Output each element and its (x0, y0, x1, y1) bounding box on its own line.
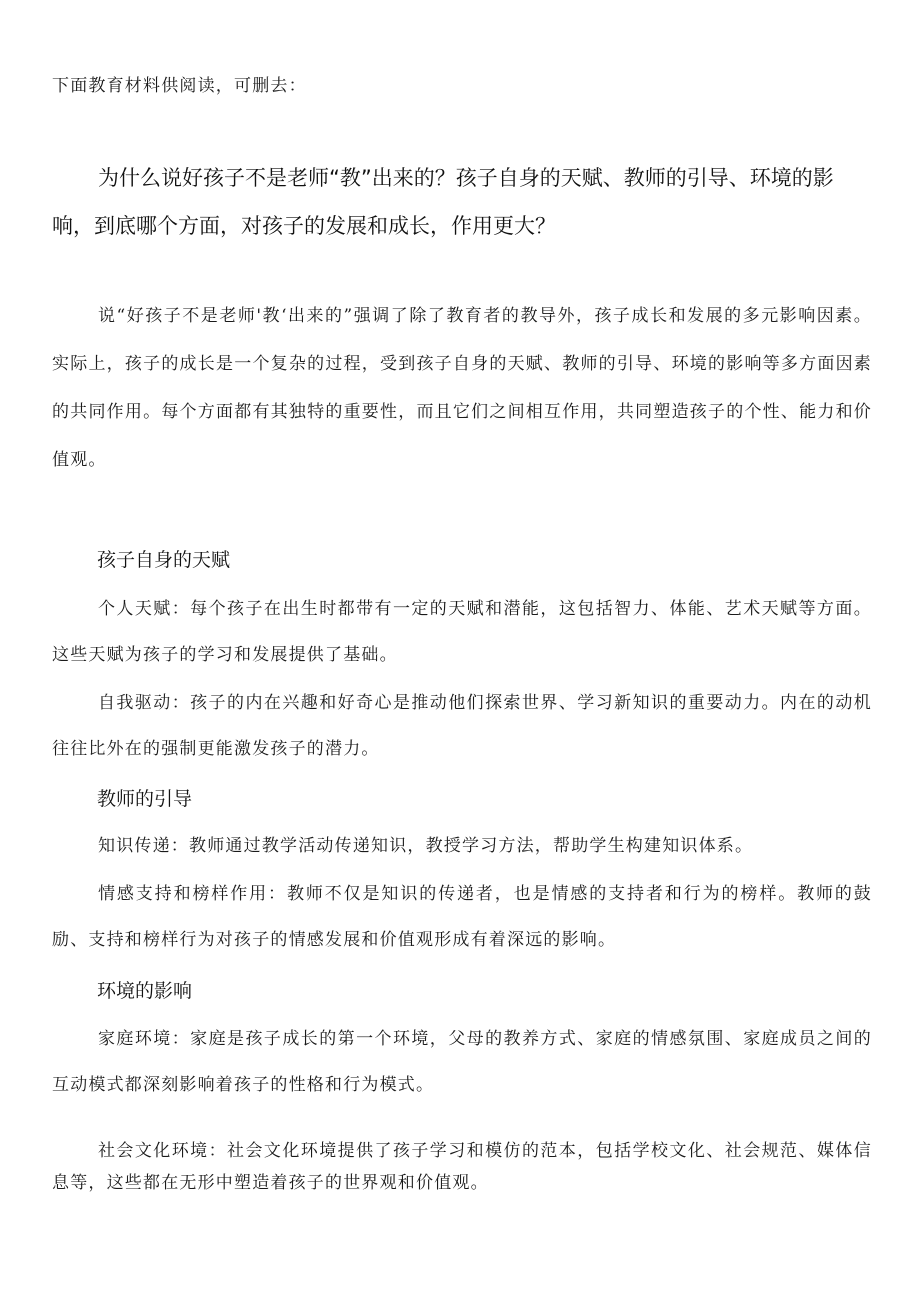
paragraph-knowledge-transfer: 知识传递：教师通过教学活动传递知识，教授学习方法，帮助学生构建知识体系。 (98, 836, 754, 856)
paragraph-social-culture: 社会文化环境：社会文化环境提供了孩子学习和模仿的范本，包括学校文化、社会规范、媒体信息等，这些都在无形中塑造着孩子的世界观和价值观。 (52, 1141, 872, 1193)
section-heading-talent: 孩子自身的天赋 (97, 549, 231, 571)
intro-paragraph: 说“好孩子不是老师'教‘出来的”强调了除了教育者的教导外，孩子成长和发展的多元影响因素。实际上，孩子的成长是一个复杂的过程，受到孩子自身的天赋、教师的引导、环境的影响等多方面因素的共同作用。每个方面都有其独特的重要性，而且它们之间相互作用，共同塑造孩子的个性、能力和价值观。 (52, 306, 872, 470)
section-heading-environment: 环境的影响 (97, 980, 193, 1002)
section-heading-teacher: 教师的引导 (97, 788, 193, 810)
paragraph-family-environment: 家庭环境：家庭是孩子成长的第一个环境，父母的教养方式、家庭的情感氛围、家庭成员之间的互动模式都深刻影响着孩子的性格和行为模式。 (52, 1029, 872, 1095)
paragraph-self-drive: 自我驱动：孩子的内在兴趣和好奇心是推动他们探索世界、学习新知识的重要动力。内在的动机往往比外在的强制更能激发孩子的潜力。 (52, 693, 872, 759)
page-title: 为什么说好孩子不是老师“教”出来的？孩子自身的天赋、教师的引导、环境的影响，到底哪个方面，对孩子的发展和成长，作用更大？ (52, 166, 834, 238)
reading-note: 下面教育材料供阅读，可删去： (52, 76, 307, 96)
paragraph-emotional-support: 情感支持和榜样作用：教师不仅是知识的传递者，也是情感的支持者和行为的榜样。教师的鼓励、支持和榜样行为对孩子的情感发展和价值观形成有着深远的影响。 (52, 884, 872, 950)
paragraph-personal-talent: 个人天赋：每个孩子在出生时都带有一定的天赋和潜能，这包括智力、体能、艺术天赋等方面。这些天赋为孩子的学习和发展提供了基础。 (52, 599, 872, 665)
